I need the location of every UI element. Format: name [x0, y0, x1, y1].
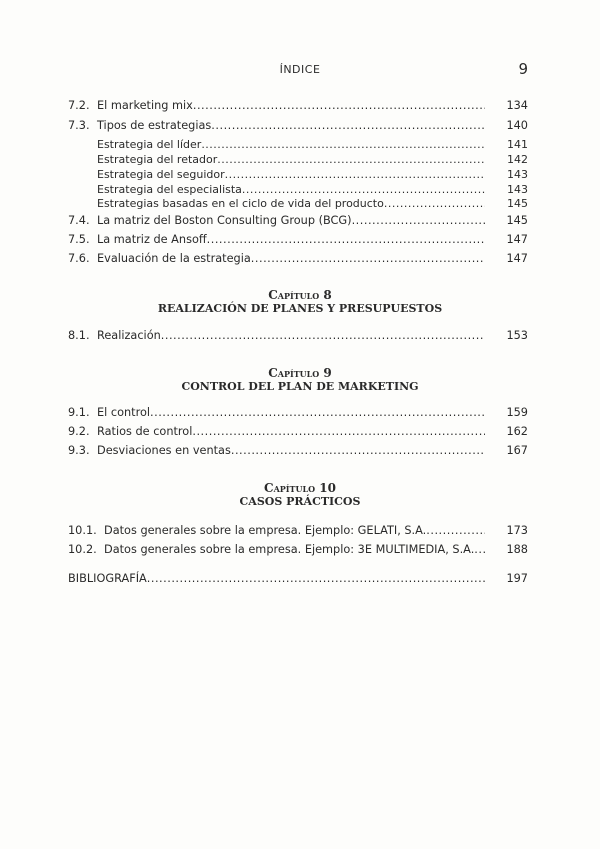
toc-entry[interactable] — [68, 542, 528, 558]
dot-leader — [231, 443, 485, 459]
entry-title: Desviaciones en ventas — [97, 444, 231, 457]
entry-number: 7.5. — [68, 233, 90, 246]
entry-page: 153 — [506, 329, 528, 342]
entry-title: BIBLIOGRAFÍA — [68, 572, 147, 585]
toc-entry[interactable] — [97, 152, 528, 168]
toc-entry[interactable] — [68, 213, 528, 229]
dot-leader — [251, 251, 485, 267]
entry-number: 9.1. — [68, 406, 90, 419]
entry-number: 9.2. — [68, 425, 90, 438]
entry-title: Estrategia del retador — [97, 153, 218, 166]
entry-title: Estrategia del seguidor — [97, 168, 225, 181]
entry-title: Realización — [97, 329, 161, 342]
dot-leader — [150, 405, 485, 421]
entry-page: 159 — [506, 406, 528, 419]
entry-page: 143 — [507, 183, 528, 196]
entry-page: 162 — [506, 425, 528, 438]
toc-entry[interactable] — [68, 251, 528, 267]
entry-title: Estrategia del especialista — [97, 183, 242, 196]
entry-number: 9.3. — [68, 444, 90, 457]
toc-entry[interactable] — [68, 405, 528, 421]
chapter-label: Capítulo 9 — [268, 366, 332, 380]
toc-entry[interactable] — [68, 328, 528, 344]
entry-number: 7.3. — [68, 119, 90, 132]
entry-title: Estrategia del líder — [97, 138, 202, 151]
entry-title: La matriz de Ansoff — [97, 233, 207, 246]
entry-title: Datos generales sobre la empresa. Ejemplo: GELATI, S.A. — [104, 524, 427, 537]
chapter-label: Capítulo 10 — [264, 481, 336, 495]
dot-leader — [384, 196, 485, 212]
page-number: 9 — [518, 60, 528, 78]
dot-leader — [161, 328, 485, 344]
entry-page: 142 — [507, 153, 528, 166]
entry-page: 167 — [506, 444, 528, 457]
entry-title: El control — [97, 406, 151, 419]
entry-title: Evaluación de la estrategia — [97, 252, 251, 265]
entry-title: Datos generales sobre la empresa. Ejemplo: 3E MULTIMEDIA, S.A. — [104, 543, 475, 556]
entry-page: 147 — [506, 252, 528, 265]
toc-entry[interactable] — [68, 98, 528, 114]
chapter-title: CASOS PRÁCTICOS — [239, 495, 361, 508]
chapter-label: Capítulo 8 — [268, 288, 332, 302]
dot-leader — [147, 571, 485, 587]
entry-page: 143 — [507, 168, 528, 181]
toc-entry[interactable] — [68, 232, 528, 248]
entry-title: Tipos de estrategias — [97, 119, 212, 132]
toc-entry[interactable] — [97, 167, 528, 183]
chapter-title: REALIZACIÓN DE PLANES Y PRESUPUESTOS — [157, 302, 443, 315]
entry-page: 145 — [506, 214, 528, 227]
dot-leader — [201, 137, 485, 153]
entry-number: 7.6. — [68, 252, 90, 265]
dot-leader — [211, 118, 485, 134]
entry-page: 145 — [507, 197, 528, 210]
entry-title: Estrategias basadas en el ciclo de vida del producto — [97, 197, 384, 210]
entry-number: 8.1. — [68, 329, 90, 342]
dot-leader — [193, 98, 485, 114]
dot-leader — [474, 542, 485, 558]
entry-page: 141 — [507, 138, 528, 151]
dot-leader — [192, 424, 485, 440]
entry-number: 7.2. — [68, 99, 90, 112]
entry-page: 173 — [506, 524, 528, 537]
entry-page: 134 — [506, 99, 528, 112]
entry-title: El marketing mix — [97, 99, 193, 112]
dot-leader — [426, 523, 485, 539]
entry-page: 140 — [506, 119, 528, 132]
toc-entry[interactable] — [97, 137, 528, 153]
toc-entry[interactable] — [68, 571, 528, 587]
toc-entry[interactable] — [68, 443, 528, 459]
toc-entry[interactable] — [68, 118, 528, 134]
entry-page: 147 — [506, 233, 528, 246]
dot-leader — [207, 232, 485, 248]
toc-entry[interactable] — [97, 196, 528, 212]
toc-entry[interactable] — [68, 424, 528, 440]
dot-leader — [225, 167, 485, 183]
chapter-title: CONTROL DEL PLAN DE MARKETING — [181, 380, 419, 393]
running-header-title: ÍNDICE — [279, 63, 321, 76]
entry-page: 188 — [506, 543, 528, 556]
entry-title: La matriz del Boston Consulting Group (BCG) — [97, 214, 352, 227]
dot-leader — [217, 152, 485, 168]
entry-number: 7.4. — [68, 214, 90, 227]
entry-number: 10.2. — [68, 543, 97, 556]
entry-title: Ratios de control — [97, 425, 193, 438]
entry-page: 197 — [506, 572, 528, 585]
entry-number: 10.1. — [68, 524, 97, 537]
toc-entry[interactable] — [68, 523, 528, 539]
dot-leader — [352, 213, 485, 229]
